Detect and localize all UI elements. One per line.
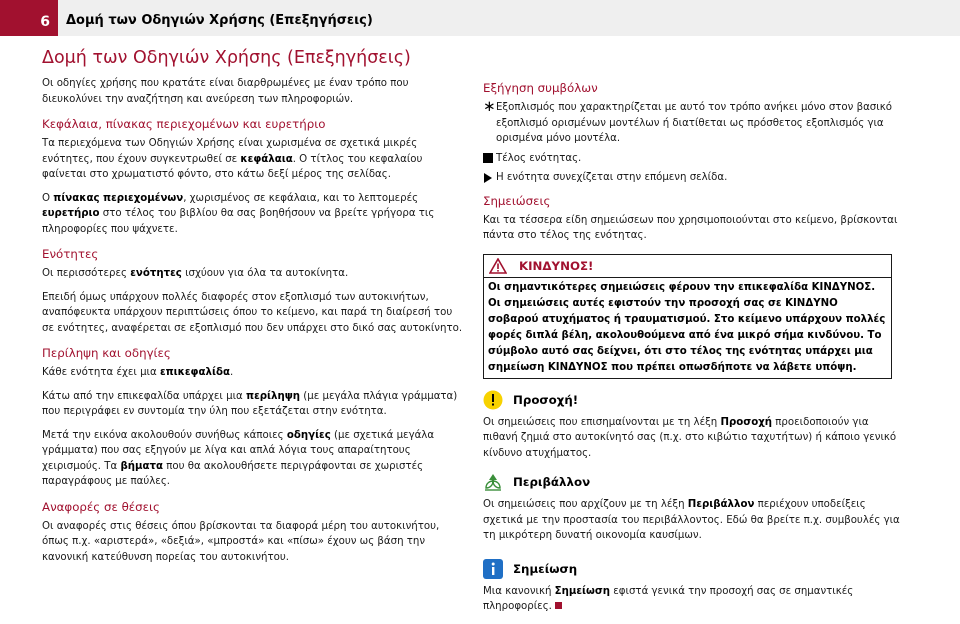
symbol-continue-row: Η ενότητα συνεχίζεται στην επόμενη σελίδα. bbox=[483, 170, 903, 186]
notes-paragraph: Και τα τέσσερα είδη σημειώσεων που χρησιμοποιούνται στο κείμενο, βρίσκονται πάντα στο τέλος της ενότητας. bbox=[483, 214, 898, 241]
danger-box bbox=[483, 254, 892, 379]
end-of-section-icon bbox=[555, 602, 562, 609]
section-title-notes: Σημειώσεις bbox=[483, 193, 551, 208]
chapters-paragraph-1: Τα περιεχόμενα των Οδηγιών Χρήσης είναι χωρισμένα σε σχετικά μικρές ενότητες, που έχουν συγκεντρωθεί σε κεφάλαια. Ο τίτλος του κεφαλαίου φαίνεται στο χρωματιστό φόντο, στο κάτω δεξί μέρος της σελίδας. bbox=[42, 138, 423, 180]
units-paragraph-2: Επειδή όμως υπάρχουν πολλές διαφορές στον εξοπλισμό των αυτοκινήτων, αναπόφευκτα υπάρχουν περιπτώσεις όπου το κείμενο, και παρά τη διαίρεσή του σε ενότητες, αναφέρεται σε εξοπλισμό που δεν υπάρχει στο δικό σας αυτοκίνητο. bbox=[42, 291, 463, 334]
info-paragraph: Μια κανονική Σημείωση εφιστά γενικά την προσοχή σας σε σημαντικές πληροφορίες. bbox=[483, 585, 854, 612]
section-title-summary: Περίληψη και οδηγίες bbox=[42, 346, 171, 360]
asterisk-icon: ∗ bbox=[483, 97, 496, 115]
summary-paragraph-2: Κάτω από την επικεφαλίδα υπάρχει μια περίληψη (με μεγάλα πλάγια γράμματα) που περιγράφει εν συντομία την ύλη που εξετάζεται στην ενότητα. bbox=[42, 390, 458, 417]
end-of-section-icon bbox=[483, 153, 493, 163]
section-title-positions: Αναφορές σε θέσεις bbox=[42, 499, 160, 514]
summary-paragraph-3: Μετά την εικόνα ακολουθούν συνήθως κάποιες οδηγίες (με σχετικά μεγάλα γράμματα) που σας εξηγούν με λίγα και απλά λόγια τους απαραίτητους χειρισμούς. Τα βήματα που θα ακολουθήσετε περιγράφονται σε χωριστές παραγράφους με παύλες. bbox=[42, 429, 435, 487]
symbol-end-row: Τέλος ενότητας. bbox=[483, 151, 903, 167]
caution-title: Προσοχή! bbox=[513, 392, 579, 407]
environment-title: Περιβάλλον bbox=[513, 475, 591, 489]
page-number: 6 bbox=[0, 0, 58, 36]
danger-text: Οι σημαντικότερες σημειώσεις φέρουν την επικεφαλίδα ΚΙΝΔΥΝΟΣ. Οι σημειώσεις αυτές εφιστούν την προσοχή σας σε ΚΙΝΔΥΝΟ σοβαρού ατυχήματος ή τραυματισμού. Στο κείμενο υπάρχουν πολλές φορές διπλά βέλη, ακολουθούμενα από ένα μικρό σήμα κινδύνου. Το σύμβολο αυτό σας δείχνει, ότι στο τέλος της ενότητας υπάρχει μια σημείωση ΚΙΝΔΥΝΟΣ που πρέπει οπωσδήποτε να λάβετε υπόψη. bbox=[488, 281, 886, 373]
danger-title: ΚΙΝΔΥΝΟΣ! bbox=[519, 258, 594, 273]
chapters-paragraph-2: Ο πίνακας περιεχομένων, χωρισμένος σε κεφάλαια, και το λεπτομερές ευρετήριο στο τέλος του βιβλίου θα σας βοηθήσουν να βρείτε γρήγορα τις πληροφορίες που ψάχνετε. bbox=[42, 192, 435, 235]
recycle-leaf-icon bbox=[483, 472, 503, 492]
continue-arrow-icon bbox=[484, 173, 492, 183]
right-column bbox=[483, 79, 903, 615]
left-column bbox=[42, 47, 464, 565]
running-header-title: Δομή των Οδηγιών Χρήσης (Επεξηγήσεις) bbox=[66, 13, 373, 28]
info-header bbox=[483, 558, 903, 580]
intro-paragraph: Οι οδηγίες χρήσης που κρατάτε είναι διαρθρωμένες με έναν τρόπο που διευκολύνει την αναζήτηση και ανεύρεση των πληροφοριών. bbox=[42, 78, 409, 105]
caution-paragraph: Οι σημειώσεις που επισημαίνονται με τη λέξη Προσοχή προειδοποιούν για πιθανή ζημιά στο αυτοκίνητό σας (π.χ. στο κιβώτιο ταχυτήτων) ή κάποιο γενικό κίνδυνο ατυχήματος. bbox=[483, 416, 897, 459]
info-icon bbox=[483, 559, 503, 579]
page-title: Δομή των Οδηγιών Χρήσης (Επεξηγήσεις) bbox=[42, 48, 411, 68]
running-header bbox=[58, 0, 960, 36]
warning-triangle-icon bbox=[489, 258, 507, 274]
section-title-units: Ενότητες bbox=[42, 247, 99, 261]
environment-header bbox=[483, 471, 903, 493]
caution-header bbox=[483, 389, 903, 411]
info-title: Σημείωση bbox=[513, 561, 578, 576]
symbol-asterisk-row: ∗ Εξοπλισμός που χαρακτηρίζεται με αυτό τον τρόπο ανήκει μόνο στον βασικό εξοπλισμό ορισμένων μοντέλων ή διατίθεται ως πρόσθετος εξοπλισμός για ορισμένα μόνο μοντέλα. bbox=[483, 97, 892, 144]
exclamation-circle-icon bbox=[483, 390, 503, 410]
section-title-chapters: Κεφάλαια, πίνακας περιεχομένων και ευρετήριο bbox=[42, 117, 326, 131]
section-title-symbols: Εξήγηση συμβόλων bbox=[483, 81, 598, 95]
environment-paragraph: Οι σημειώσεις που αρχίζουν με τη λέξη Περιβάλλον περιέχουν υποδείξεις σχετικά με την προστασία του περιβάλλοντος. Εδώ θα βρείτε π.χ. συμβουλές για τη μικρότερη δυνατή οικονομία καυσίμων. bbox=[483, 499, 900, 541]
units-paragraph-1: Οι περισσότερες ενότητες ισχύουν για όλα τα αυτοκίνητα. bbox=[42, 268, 349, 279]
summary-paragraph-1: Κάθε ενότητα έχει μια επικεφαλίδα. bbox=[42, 367, 234, 378]
positions-paragraph: Οι αναφορές στις θέσεις όπου βρίσκονται τα διαφορά μέρη του αυτοκινήτου, όπως π.χ. «αριστερά», «δεξιά», «μπροστά» και «πίσω» έχουν ως βάση την κανονική κατεύθυνση πορείας του αυτοκινήτου. bbox=[42, 520, 440, 563]
